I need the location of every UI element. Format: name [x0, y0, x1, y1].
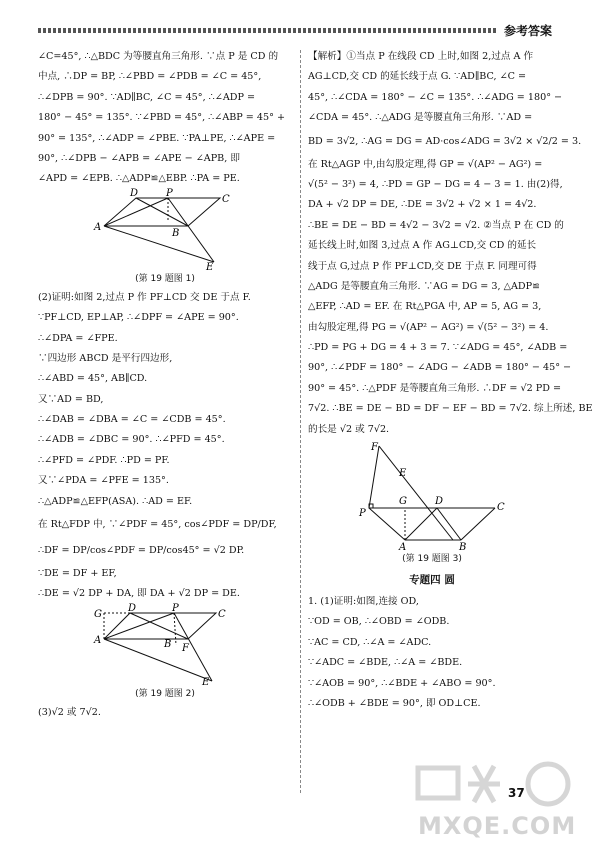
- text-line: (2)证明:如图 2,过点 P 作 PF⊥CD 交 DE 于点 F.: [38, 291, 251, 303]
- text-line: 又∵∠PDA = ∠PFE = 135°.: [38, 475, 169, 487]
- text-line: 90°, ∴∠DPB − ∠APB = ∠APE − ∠APB, 即: [38, 152, 240, 164]
- figure-caption: (第 19 题图 2): [135, 688, 195, 699]
- text-line: 又∵AD = BD,: [38, 393, 104, 405]
- fig3-segment-PA: [369, 508, 405, 540]
- text-line: ∵∠ADC = ∠BDE, ∴∠A = ∠BDE.: [308, 657, 463, 669]
- fig2-segment-PF: [174, 613, 176, 645]
- right-column: [308, 47, 593, 714]
- text-line: 在 Rt△FDP 中, ∵∠PDF = 45°, cos∠PDF = DP/DF,: [38, 519, 277, 531]
- text-line: √(5² − 3²) = 4, ∴PD = GP − DG = 4 − 3 = 1. 由(2)得,: [308, 178, 563, 190]
- problem-1-block: [308, 592, 556, 714]
- header-title: 参考答案: [504, 24, 553, 38]
- fig2-label: P: [172, 602, 179, 614]
- header-rule: [38, 28, 496, 33]
- left-column: [38, 47, 292, 723]
- fig1-segment-AE: [104, 226, 214, 262]
- fig1-label: A: [94, 221, 102, 233]
- text-line: ∴BE = DE − BD = 4√2 − 3√2 = √2. ②当点 P 在 CD 的: [308, 219, 564, 231]
- text-line: ∠C=45°, ∴△BDC 为等腰直角三角形. ∵点 P 是 CD 的: [38, 51, 279, 62]
- fig2-label: G: [94, 608, 102, 620]
- text-line: ∵OD = OB, ∴∠OBD = ∠ODB.: [308, 616, 450, 628]
- fig3-label: E: [399, 468, 407, 480]
- figure-19-2: [90, 602, 240, 688]
- text-line: ∵∠AOB = 90°, ∴∠BDE + ∠ABO = 90°.: [308, 677, 496, 689]
- fig3-label: C: [497, 502, 505, 514]
- fig3-label: F: [371, 442, 378, 454]
- figure-caption: (第 19 题图 1): [135, 273, 195, 284]
- text-line: ∴∠ABD = 45°, AB∥CD.: [38, 373, 148, 385]
- text-line: ∴∠PFD = ∠PDF. ∴PD = PF.: [38, 454, 170, 466]
- solution-part2: [38, 288, 292, 512]
- fig2-label: E: [202, 676, 210, 688]
- fig2-segment-AE: [104, 639, 212, 681]
- fig3-label: A: [399, 542, 407, 554]
- fig3-label: G: [399, 496, 407, 508]
- text-line: ∴PD = PG + DG = 4 + 3 = 7. ∵∠ADG = 45°, ∠ADB =: [308, 342, 568, 354]
- text-line: DA + √2 DP = DE, ∴DE = 3√2 + √2 × 1 = 4√2.: [308, 199, 537, 211]
- text-line: ∴DE = √2 DP + DA, 即 DA + √2 DP = DE.: [38, 588, 240, 600]
- text-line: 延长线上时,如图 3,过点 A 作 AG⊥CD,交 CD 的延长: [308, 240, 537, 252]
- text-line: 在 Rt△AGP 中,由勾股定理,得 GP = √(AP² − AG²) =: [308, 158, 543, 170]
- text-line: 180° − 45° = 135°. ∵∠PBD = 45°, ∴∠ABP = 45° +: [38, 112, 285, 124]
- figure-19-1: [90, 187, 240, 273]
- text-line: △EFP, ∴AD = EF. 在 Rt△PGA 中, AP = 5, AG = 3,: [308, 301, 542, 313]
- fig1-label: C: [222, 193, 230, 205]
- text-line: 线于点 G,过点 P 作 PF⊥CD,交 DE 于点 F. 同理可得: [308, 260, 537, 272]
- fig3-segment-BC: [461, 508, 495, 540]
- text-line: ∠APD = ∠EPB. ∴△ADP≌△EBP. ∴PA = PE.: [38, 173, 240, 185]
- fig2-label: A: [94, 634, 102, 646]
- fig1-segment-DB: [136, 198, 188, 226]
- text-line: ∴∠DAB = ∠DBA = ∠C = ∠CDB = 45°.: [38, 414, 226, 426]
- text-line: ∠CDA = 45°. ∴△ADG 是等腰直角三角形. ∵AD =: [308, 112, 533, 124]
- fig2-label: C: [218, 608, 226, 620]
- fig1-segment-AP: [104, 198, 168, 226]
- text-line: ∵四边形 ABCD 是平行四边形,: [38, 352, 173, 364]
- text-line: ∴DF = DP/cos∠PDF = DP/cos45° = √2 DP.: [38, 545, 245, 557]
- watermark-text: MXQE.COM: [418, 812, 577, 840]
- text-line: BD = 3√2, ∴AG = DG = AD·cos∠ADG = 3√2 × √2/2 = 3.: [308, 135, 582, 147]
- page-number: 37: [508, 786, 525, 800]
- text-line: ∴∠ODB + ∠BDE = 90°, 即 OD⊥CE.: [308, 697, 481, 709]
- text-line: 90°, ∴∠PDF = 180° − ∠ADG − ∠ADB = 180° − 45° −: [308, 362, 572, 374]
- analysis-block: [308, 47, 593, 440]
- text-line: ∴△ADP≌△EFP(ASA). ∴AD = EF.: [38, 495, 193, 507]
- fig3-label: D: [435, 496, 444, 508]
- text-line: 由勾股定理,得 PG = √(AP² − AG²) = √(5² − 3²) = 4.: [308, 321, 549, 333]
- solution-part3: [38, 512, 292, 605]
- text-line: ∴∠ADB = ∠DBC = 90°. ∴∠PFD = 45°.: [38, 434, 225, 446]
- fig1-label: P: [166, 187, 173, 199]
- text-line: 1. (1)证明:如图,连接 OD,: [308, 596, 419, 608]
- fig3-label: P: [359, 508, 366, 520]
- text-line: 90° = 45°. ∴△PDF 是等腰直角三角形. ∴DF = √2 PD =: [308, 382, 562, 394]
- fig1-label: D: [130, 187, 139, 199]
- fig3-label: B: [459, 542, 467, 554]
- column-divider: [300, 50, 301, 795]
- text-line: △ADG 是等腰直角三角形. ∵AG = DG = 3, △ADP≌: [308, 280, 541, 292]
- figure-caption: (第 19 题图 3): [402, 554, 462, 565]
- text-line: 7√2. ∴BE = DE − BD = DF − EF − BD = 7√2. 综上所述, BE: [308, 403, 593, 415]
- fig2-label: D: [128, 602, 137, 614]
- fig1-label: E: [206, 261, 214, 273]
- text-line: 【解析】①当点 P 在线段 CD 上时,如图 2,过点 A 作: [308, 51, 534, 62]
- fig1-label: B: [172, 227, 180, 239]
- fig3-segment-FP: [369, 446, 379, 508]
- text-line: ∴∠DPB = 90°. ∵AD∥BC, ∠C = 45°, ∴∠ADP =: [38, 91, 255, 103]
- solution-part1: [38, 47, 292, 190]
- text-line: 中点, ∴DP = BP, ∴∠PBD = ∠PDB = ∠C = 45°,: [38, 71, 262, 83]
- fig2-label: F: [182, 642, 189, 654]
- text-line: ∴∠DPA = ∠FPE.: [38, 332, 118, 344]
- text-line: (3)√2 或 7√2.: [38, 706, 101, 718]
- text-line: 的长是 √2 或 7√2.: [308, 423, 390, 435]
- text-line: ∵DE = DF + EF,: [38, 568, 117, 580]
- fig3-segment-FA: [379, 446, 453, 540]
- text-line: ∵AC = CD, ∴∠A = ∠ADC.: [308, 636, 432, 648]
- section-title: 专题四 圆: [409, 574, 455, 587]
- fig2-segment-PE: [174, 613, 212, 681]
- fig3-segment-AD: [405, 508, 437, 540]
- figure-19-3: [357, 440, 507, 554]
- text-line: ∵PF⊥CD, EP⊥AP, ∴∠DPF = ∠APE = 90°.: [38, 312, 239, 324]
- fig2-label: B: [164, 638, 172, 650]
- text-line: 90° = 135°, ∴∠ADP = ∠PBE. ∵PA⊥PE, ∴∠APE =: [38, 132, 276, 144]
- text-line: AG⊥CD,交 CD 的延长线于点 G. ∵AD∥BC, ∠C =: [308, 71, 527, 83]
- text-line: 45°, ∴∠CDA = 180° − ∠C = 135°. ∴∠ADG = 180° −: [308, 91, 563, 103]
